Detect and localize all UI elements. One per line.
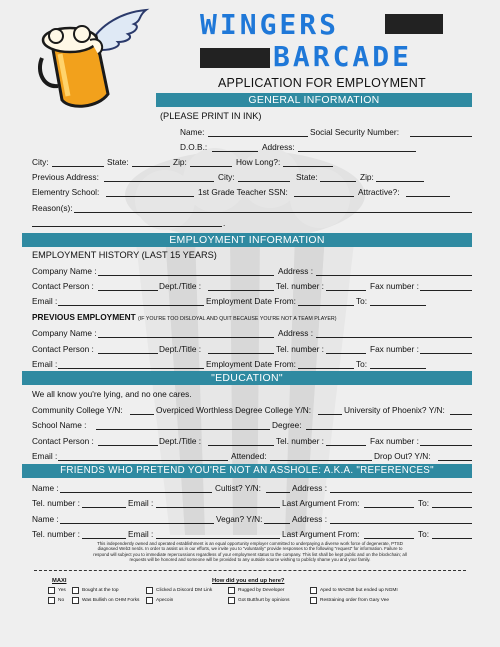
previous-address-field[interactable] (104, 181, 214, 182)
zip2-field[interactable] (376, 181, 424, 182)
print-note: (PLEASE PRINT IN INK) (160, 111, 262, 121)
emp-address2-label: Address : (278, 328, 314, 338)
dates2-label: Employment Date From: (206, 359, 296, 369)
contact2-field[interactable] (98, 353, 158, 354)
tel2-label: Tel. number : (276, 344, 324, 354)
argument2-from-field[interactable] (364, 538, 414, 539)
ref2-email-label: Email : (128, 529, 154, 539)
community-label: Community College Y/N: (32, 405, 123, 415)
email2-field[interactable] (58, 368, 204, 369)
brand-bar-left (200, 48, 270, 68)
vegan-label: Vegan? Y/N: (216, 514, 263, 524)
section-general-header: GENERAL INFORMATION (156, 93, 472, 107)
history-title: EMPLOYMENT HISTORY (LAST 15 YEARS) (32, 250, 217, 260)
company-label: Company Name : (32, 266, 97, 276)
fax-label: Fax number : (370, 281, 419, 291)
dept-field[interactable] (208, 290, 274, 291)
elementary-label: Elementry School: (32, 187, 100, 197)
maxi-yes-label: Yes (58, 588, 66, 593)
dept2-field[interactable] (208, 353, 274, 354)
option-checkbox-2[interactable] (146, 587, 153, 594)
zip2-label: Zip: (360, 172, 374, 182)
dept-label: Dept./Title : (159, 281, 202, 291)
option-checkbox-1[interactable] (72, 597, 79, 604)
section-references-header: FRIENDS WHO PRETEND YOU'RE NOT AN ASSHOLE: A.K.A. "REFERENCES" (22, 464, 472, 478)
phoenix-field[interactable] (450, 414, 472, 415)
tel-field[interactable] (326, 290, 366, 291)
address-field[interactable] (298, 151, 416, 152)
email-label: Email : (32, 296, 58, 306)
edu-contact-field[interactable] (98, 445, 158, 446)
option-label-3: Apecoin (156, 598, 174, 603)
fax-field[interactable] (420, 290, 472, 291)
option-checkbox-4[interactable] (228, 587, 235, 594)
edu-email-label: Email : (32, 451, 58, 461)
ref-to-label: To: (418, 498, 430, 508)
dates2-from-field[interactable] (298, 368, 354, 369)
ref-email-label: Email : (128, 498, 154, 508)
tel-label: Tel. number : (276, 281, 324, 291)
brand-wingers: WINGERS (200, 8, 340, 41)
ref-email-field[interactable] (156, 507, 280, 508)
ref-address-field[interactable] (330, 492, 472, 493)
attractive-label: Attractive?: (358, 187, 400, 197)
emp-address-label: Address : (278, 266, 314, 276)
fine-print: This independently owned and operated establishment is an equal opportunity employer committed to underpaying a diverse work force of degenerate, PTSD diagnosed Web3 nerds. In order to assist us in our efforts, we invite you to "voluntarily" provide responses to the following "request" for information. Failure to respond will subject you to immediate repercussions regardless of your employment status to the company. This list shall be kept public and on the blockchain; all requests will be honored and someone will be provided to any outside source wishing to publicly shame you and your family. (93, 541, 407, 563)
attended-label: Attended: (231, 451, 267, 461)
edu-dept-label: Dept./Title : (159, 436, 202, 446)
section-employment-header: EMPLOYMENT INFORMATION (22, 233, 472, 247)
tel2-field[interactable] (326, 353, 366, 354)
fax2-field[interactable] (420, 353, 472, 354)
option-checkbox-6[interactable] (310, 587, 317, 594)
ref2-address-label: Address : (292, 514, 328, 524)
reasons-label: Reason(s): (32, 203, 73, 213)
maxi-no-label: No (58, 598, 65, 603)
overpriced-field[interactable] (318, 414, 342, 415)
argument2-label: Last Argument From: (282, 529, 360, 539)
option-checkbox-7[interactable] (310, 597, 317, 604)
emp-address2-field[interactable] (316, 337, 472, 338)
ref2-email-field[interactable] (156, 538, 280, 539)
address-label: Address: (262, 142, 295, 152)
teacher-ssn-field[interactable] (294, 196, 354, 197)
school-field[interactable] (96, 429, 270, 430)
to2-label: To: (356, 359, 368, 369)
brand-barcade: BARCADE (273, 40, 413, 73)
dates-label: Employment Date From: (206, 296, 296, 306)
argument-to-field[interactable] (432, 507, 472, 508)
previous-employment-title (32, 312, 337, 324)
email-field[interactable] (58, 305, 204, 306)
attended-field[interactable] (270, 460, 372, 461)
cultist-field[interactable] (266, 492, 290, 493)
name-label: Name: (180, 127, 205, 137)
company2-field[interactable] (98, 337, 274, 338)
degree-label: Degree: (272, 420, 302, 430)
ref-tel-label: Tel. number : (32, 498, 80, 508)
elementary-field[interactable] (106, 196, 194, 197)
option-label-5: Got Butthurt by opinions (238, 598, 290, 603)
to-label: To: (356, 296, 368, 306)
degree-field[interactable] (306, 429, 472, 430)
emp-address-field[interactable] (316, 275, 472, 276)
phoenix-label: University of Phoenix? Y/N: (344, 405, 445, 415)
city-label: City: (32, 157, 49, 167)
how-long-label: How Long?: (236, 157, 281, 167)
contact-field[interactable] (98, 290, 158, 291)
ref-name-label: Name : (32, 483, 59, 493)
edu-tel-field[interactable] (326, 445, 366, 446)
state-label: State: (107, 157, 129, 167)
school-label: School Name : (32, 420, 87, 430)
dept2-label: Dept./Title : (159, 344, 202, 354)
cut-line (34, 570, 466, 571)
community-field[interactable] (130, 414, 154, 415)
option-label-6: Aped to WAGMI but ended up NGMI (320, 588, 398, 593)
dates-to-field[interactable] (370, 305, 426, 306)
option-checkbox-0[interactable] (72, 587, 79, 594)
city2-field[interactable] (238, 181, 290, 182)
argument-label: Last Argument From: (282, 498, 360, 508)
maxi-no-checkbox[interactable] (48, 597, 55, 604)
city-field[interactable] (52, 166, 104, 167)
page-title: APPLICATION FOR EMPLOYMENT (218, 76, 426, 90)
maxi-label: MAXI (52, 578, 67, 584)
previous-title: PREVIOUS EMPLOYMENT (32, 312, 136, 322)
argument-from-field[interactable] (364, 507, 414, 508)
maxi-yes-checkbox[interactable] (48, 587, 55, 594)
attractive-field[interactable] (406, 196, 450, 197)
ref2-tel-label: Tel. number : (32, 529, 80, 539)
drop-field[interactable] (438, 460, 472, 461)
contact2-label: Contact Person : (32, 344, 94, 354)
section-education-header: "EDUCATION" (22, 371, 472, 385)
edu-fax-label: Fax number : (370, 436, 419, 446)
edu-contact-label: Contact Person : (32, 436, 94, 446)
teacher-ssn-label: 1st Grade Teacher SSN: (198, 187, 288, 197)
option-label-7: Restraining order from Gary Vee (320, 598, 390, 603)
how-long-field[interactable] (283, 166, 333, 167)
state2-field[interactable] (320, 181, 356, 182)
cultist-label: Cultist? Y/N: (215, 483, 261, 493)
dob-label: D.O.B.: (180, 142, 208, 152)
overpriced-label: Overpiced Worthless Degree College Y/N: (156, 405, 312, 415)
edu-dept-field[interactable] (208, 445, 274, 446)
ref2-address-field[interactable] (330, 523, 472, 524)
ref-tel-field[interactable] (82, 507, 126, 508)
winged-beer-mug-logo-icon (38, 6, 150, 114)
argument2-to-field[interactable] (432, 538, 472, 539)
ssn-field[interactable] (410, 136, 472, 137)
contact-label: Contact Person : (32, 281, 94, 291)
fax2-label: Fax number : (370, 344, 419, 354)
ssn-label: Social Security Number: (310, 127, 399, 137)
ref2-name-label: Name : (32, 514, 59, 524)
education-intro: We all know you're lying, and no one cares. (32, 389, 192, 399)
option-label-0: Bought at the top (82, 588, 119, 593)
edu-fax-field[interactable] (420, 445, 472, 446)
reasons-field-2[interactable] (32, 226, 222, 227)
previous-note: (IF YOU'RE TOO DISLOYAL AND QUIT BECAUSE YOU'RE NOT A TEAM PLAYER) (138, 316, 337, 322)
city2-label: City: (218, 172, 235, 182)
brand-bar-right (385, 14, 443, 34)
ref2-tel-field[interactable] (82, 538, 126, 539)
dates2-to-field[interactable] (370, 368, 426, 369)
ref2-name-field[interactable] (60, 523, 214, 524)
ref-name-field[interactable] (60, 492, 212, 493)
vegan-field[interactable] (264, 523, 290, 524)
popcorn-bucket-watermark (95, 140, 395, 540)
zip-label: Zip: (173, 157, 187, 167)
state-field[interactable] (132, 166, 170, 167)
drop-label: Drop Out? Y/N: (374, 451, 431, 461)
company2-label: Company Name : (32, 328, 97, 338)
reasons-field-1[interactable] (74, 212, 472, 213)
email2-label: Email : (32, 359, 58, 369)
dob-field[interactable] (212, 151, 258, 152)
company-field[interactable] (98, 275, 274, 276)
previous-address-label: Previous Address: (32, 172, 99, 182)
option-label-1: Was Bullish on OHM Forks (82, 598, 140, 603)
reasons-end: . (223, 218, 226, 228)
option-label-2: Clicked a Discord DM Link (156, 588, 213, 593)
option-checkbox-5[interactable] (228, 597, 235, 604)
ref2-to-label: To: (418, 529, 430, 539)
edu-email-field[interactable] (58, 460, 228, 461)
option-checkbox-3[interactable] (146, 597, 153, 604)
name-field[interactable] (208, 136, 308, 137)
state2-label: State: (296, 172, 318, 182)
edu-tel-label: Tel. number : (276, 436, 324, 446)
dates-from-field[interactable] (298, 305, 354, 306)
zip-field[interactable] (190, 166, 232, 167)
ref-address-label: Address : (292, 483, 328, 493)
how-label: How did you end up here? (212, 578, 285, 584)
option-label-4: Rugged by Developer (238, 588, 285, 593)
